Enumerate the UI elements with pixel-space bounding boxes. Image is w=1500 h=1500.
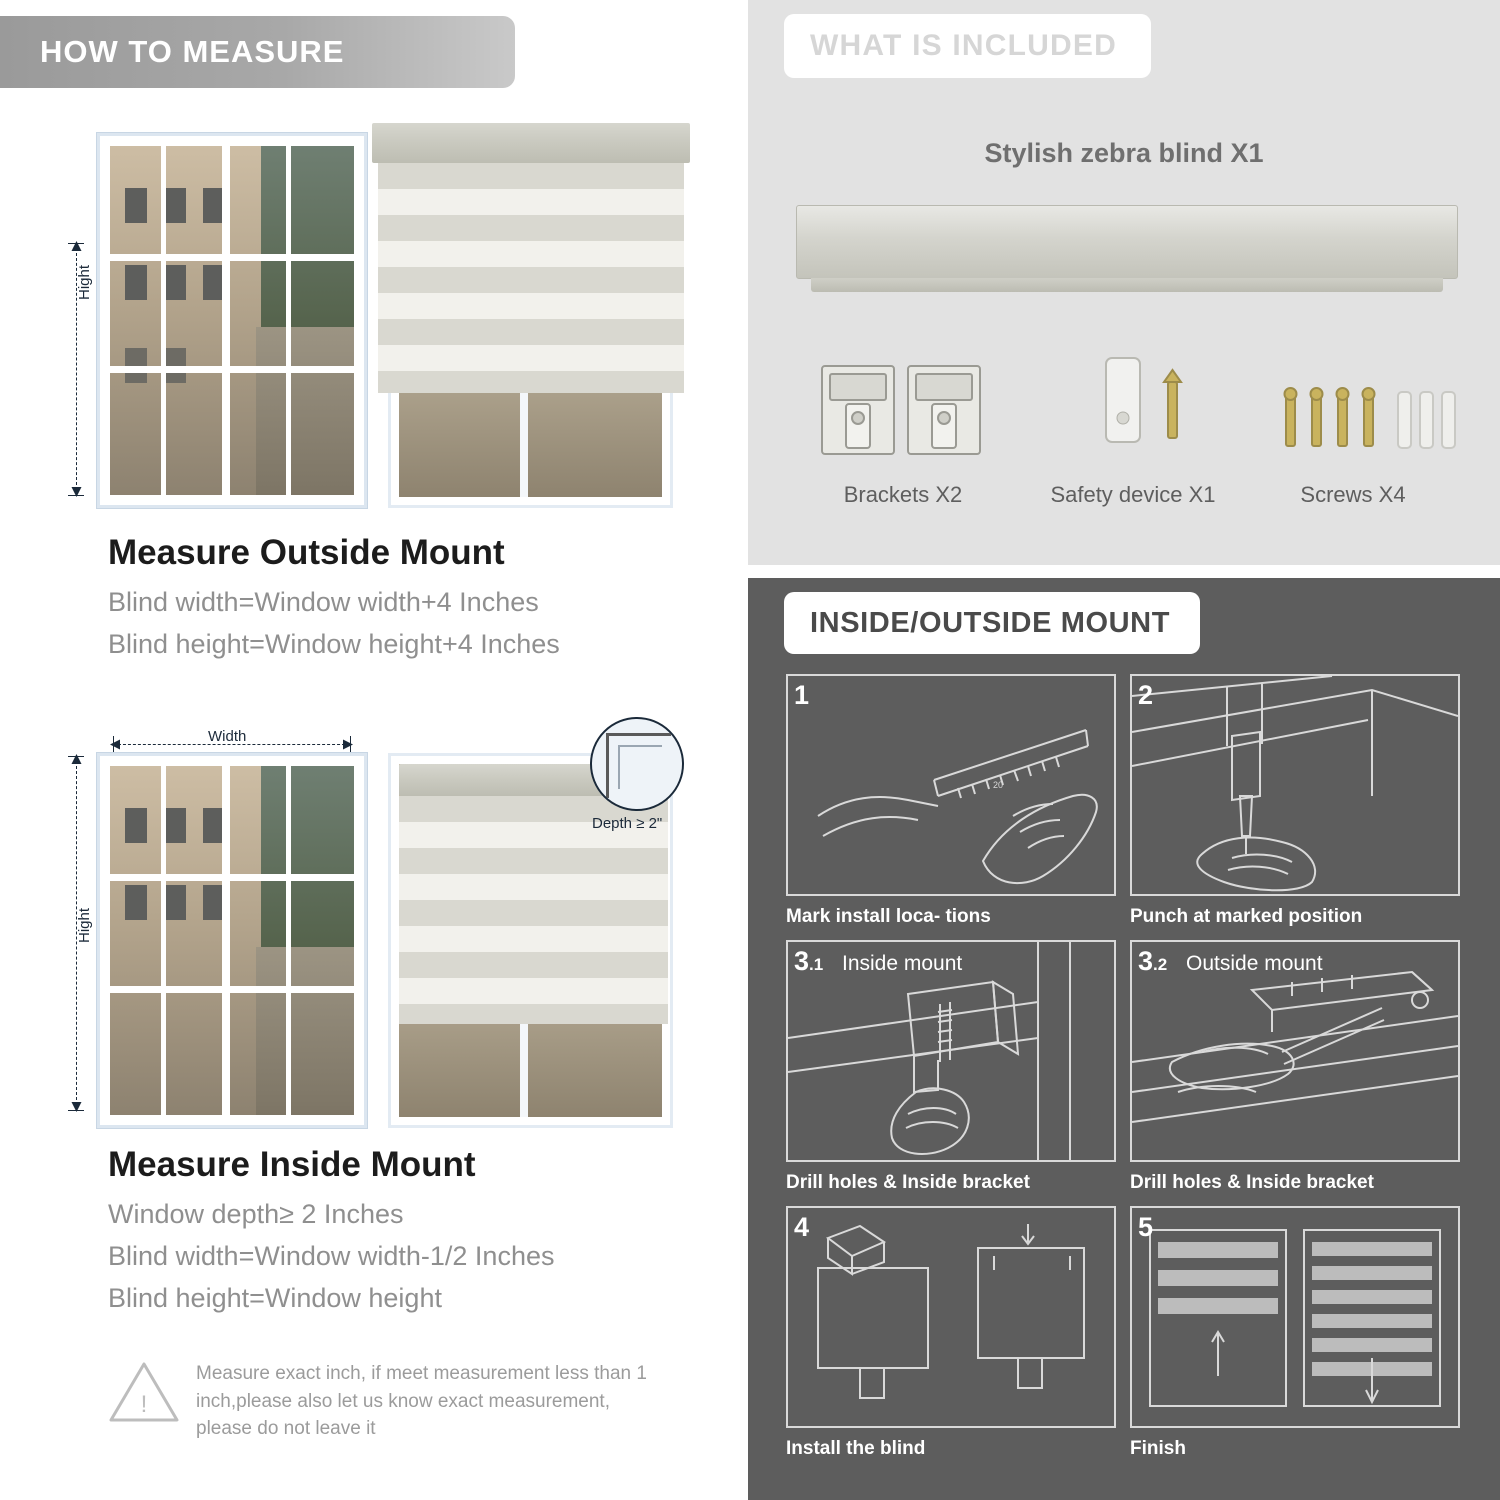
measure-note xyxy=(108,1360,656,1443)
safety-device-label: Safety device X1 xyxy=(1050,482,1216,507)
right-column xyxy=(748,0,1500,1500)
step-1-image xyxy=(786,674,1116,896)
step-5-image xyxy=(1130,1206,1460,1428)
svg-text:!: ! xyxy=(140,1391,148,1418)
inside-height-label: Hight xyxy=(76,907,93,943)
screws-label: Screws X4 xyxy=(1300,482,1406,507)
what-is-included-title: WHAT IS INCLUDED xyxy=(810,29,1117,62)
svg-text:20: 20 xyxy=(993,780,1004,790)
inside-mount-line3: Blind height=Window height xyxy=(108,1283,442,1313)
inside-mount-illustration xyxy=(0,725,740,1313)
outside-height-label: Hight xyxy=(76,264,93,300)
step-5-caption: Finish xyxy=(1130,1438,1186,1459)
step-1-caption: Mark install loca- tions xyxy=(786,906,991,927)
step-3-1-number: 3.1 xyxy=(794,946,824,976)
screws-image xyxy=(1278,352,1468,464)
step-2 xyxy=(1130,674,1460,934)
window-frame-inside xyxy=(97,753,367,1128)
step-2-caption: Punch at marked position xyxy=(1130,906,1363,927)
step-3-1 xyxy=(786,940,1116,1200)
product-title: Stylish zebra blind X1 xyxy=(984,138,1264,168)
measure-note-text: Measure exact inch, if meet measurement less than 1 inch,please also let us know exact measurement, please do not leave it xyxy=(196,1363,647,1440)
step-3-1-caption: Drill holes & Inside bracket xyxy=(786,1172,1030,1193)
blind-fabric-outside xyxy=(378,163,684,393)
depth-callout-circle xyxy=(590,717,684,811)
window-frame-outside xyxy=(97,133,367,508)
what-is-included-banner xyxy=(784,14,1151,78)
inside-mount-line2: Blind width=Window width-1/2 Inches xyxy=(108,1241,555,1271)
step-4 xyxy=(786,1206,1116,1466)
zebra-blind-product-image xyxy=(796,205,1458,279)
brackets-image xyxy=(816,358,986,463)
step-1 xyxy=(786,674,1116,934)
inside-width-label: Width xyxy=(208,728,247,745)
step-4-caption: Install the blind xyxy=(786,1438,926,1459)
safety-device-image xyxy=(1088,352,1218,464)
brackets-label: Brackets X2 xyxy=(843,482,963,507)
inside-mount-line1: Window depth≥ 2 Inches xyxy=(108,1199,404,1229)
outside-mount-line1: Blind width=Window width+4 Inches xyxy=(108,587,539,617)
inside-outside-mount-title: INSIDE/OUTSIDE MOUNT xyxy=(810,606,1171,639)
step-5-number: 5 xyxy=(1138,1212,1154,1242)
step-5 xyxy=(1130,1206,1460,1466)
window-view-outside xyxy=(110,146,354,495)
inside-outside-mount-banner xyxy=(784,592,1200,654)
step-4-number: 4 xyxy=(794,1212,810,1242)
depth-label: Depth ≥ 2" xyxy=(592,815,663,832)
step-2-image xyxy=(1130,674,1460,896)
outside-mount-heading: Measure Outside Mount xyxy=(108,533,505,572)
step-4-image xyxy=(786,1206,1116,1428)
how-to-measure-section xyxy=(0,0,740,1500)
step-3-2-inline-label: Outside mount xyxy=(1186,952,1323,975)
window-view-inside xyxy=(110,766,354,1115)
step-1-number: 1 xyxy=(794,680,810,710)
step-3-2-caption: Drill holes & Inside bracket xyxy=(1130,1172,1374,1193)
outside-mount-illustration xyxy=(0,105,740,659)
how-to-measure-banner xyxy=(0,16,515,88)
what-is-included-section xyxy=(748,0,1500,565)
warning-triangle-icon xyxy=(108,1360,180,1424)
step-3-1-inline-label: Inside mount xyxy=(842,952,963,975)
step-2-number: 2 xyxy=(1138,680,1154,710)
inside-mount-heading: Measure Inside Mount xyxy=(108,1145,476,1184)
blind-headrail-outside xyxy=(372,123,690,163)
step-3-2-number: 3.2 xyxy=(1138,946,1168,976)
inside-outside-mount-section xyxy=(748,578,1500,1500)
outside-mount-line2: Blind height=Window height+4 Inches xyxy=(108,629,560,659)
step-3-2 xyxy=(1130,940,1460,1200)
how-to-measure-title: HOW TO MEASURE xyxy=(40,34,345,69)
